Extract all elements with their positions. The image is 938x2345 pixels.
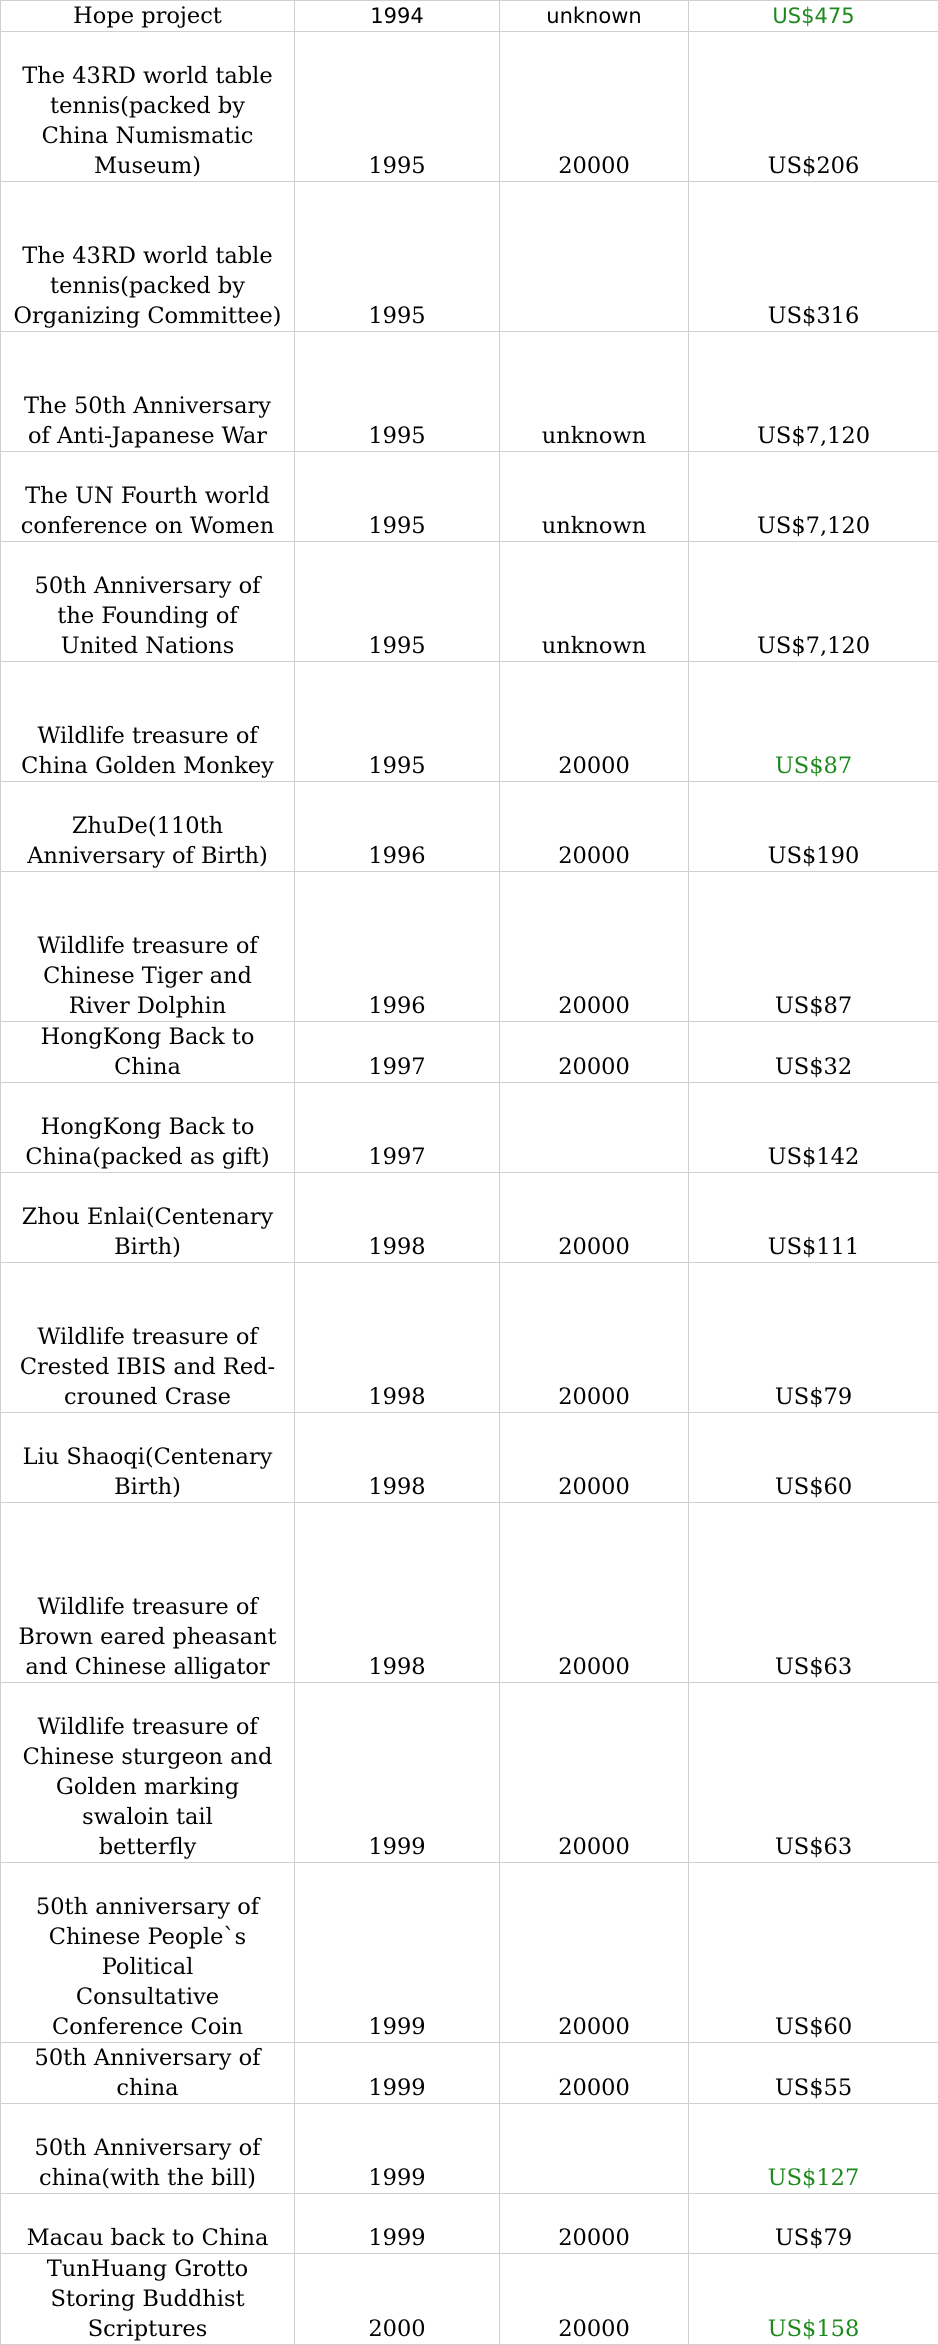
year-cell: 1998	[295, 1263, 500, 1413]
year-cell: 1999	[295, 2104, 500, 2194]
price-cell: US$87	[689, 872, 938, 1022]
mintage-cell: 20000	[500, 1022, 689, 1083]
mintage-cell: unknown	[500, 542, 689, 662]
year-cell: 1998	[295, 1503, 500, 1683]
mintage-cell: unknown	[500, 1, 689, 32]
table-row	[1, 452, 938, 542]
coin-name-cell: Hope project	[1, 1, 295, 32]
table-row	[1, 1263, 938, 1413]
table-row	[1, 542, 938, 662]
price-cell: US$7,120	[689, 452, 938, 542]
coin-name-cell: The UN Fourth world conference on Women	[1, 452, 295, 542]
year-cell: 1998	[295, 1413, 500, 1503]
year-cell: 1999	[295, 2194, 500, 2254]
price-cell: US$142	[689, 1083, 938, 1173]
year-cell: 1997	[295, 1022, 500, 1083]
coin-name-cell: Wildlife treasure of Chinese sturgeon and Golden marking swaloin tail betterfly	[1, 1683, 295, 1863]
year-cell: 1997	[295, 1083, 500, 1173]
year-cell: 1999	[295, 1683, 500, 1863]
price-cell: US$158	[689, 2254, 938, 2345]
price-cell: US$63	[689, 1503, 938, 1683]
table-row	[1, 662, 938, 782]
coin-name-cell: The 50th Anniversary of Anti-Japanese War	[1, 332, 295, 452]
mintage-cell: 20000	[500, 2194, 689, 2254]
coin-name-cell: Zhou Enlai(Centenary Birth)	[1, 1173, 295, 1263]
price-cell: US$206	[689, 32, 938, 182]
mintage-cell	[500, 182, 689, 332]
mintage-cell: 20000	[500, 32, 689, 182]
year-cell: 1995	[295, 332, 500, 452]
year-cell: 1994	[295, 1, 500, 32]
coin-name-cell: 50th Anniversary of china	[1, 2043, 295, 2104]
price-cell: US$7,120	[689, 542, 938, 662]
price-cell: US$55	[689, 2043, 938, 2104]
year-cell: 1995	[295, 452, 500, 542]
price-cell: US$32	[689, 1022, 938, 1083]
price-cell: US$79	[689, 2194, 938, 2254]
price-cell: US$63	[689, 1683, 938, 1863]
table-row	[1, 872, 938, 1022]
coin-name-cell: HongKong Back to China(packed as gift)	[1, 1083, 295, 1173]
table-row	[1, 332, 938, 452]
year-cell: 1995	[295, 182, 500, 332]
coin-name-cell: 50th anniversary of Chinese People`s Political Consultative Conference Coin	[1, 1863, 295, 2043]
coin-name-cell: Wildlife treasure of China Golden Monkey	[1, 662, 295, 782]
mintage-cell: 20000	[500, 2043, 689, 2104]
year-cell: 1995	[295, 662, 500, 782]
coin-name-cell: Wildlife treasure of Brown eared pheasant and Chinese alligator	[1, 1503, 295, 1683]
mintage-cell: 20000	[500, 872, 689, 1022]
table-row	[1, 2254, 938, 2345]
price-cell: US$7,120	[689, 332, 938, 452]
table-row	[1, 1, 938, 32]
table-row	[1, 1413, 938, 1503]
coin-name-cell: ZhuDe(110th Anniversary of Birth)	[1, 782, 295, 872]
mintage-cell: 20000	[500, 1263, 689, 1413]
coin-name-cell: Wildlife treasure of Chinese Tiger and River Dolphin	[1, 872, 295, 1022]
price-cell: US$316	[689, 182, 938, 332]
mintage-cell: 20000	[500, 662, 689, 782]
mintage-cell: unknown	[500, 452, 689, 542]
coin-name-cell: Macau back to China	[1, 2194, 295, 2254]
table-row	[1, 2043, 938, 2104]
price-cell: US$111	[689, 1173, 938, 1263]
mintage-cell: 20000	[500, 1413, 689, 1503]
table-row	[1, 782, 938, 872]
mintage-cell: 20000	[500, 1863, 689, 2043]
price-cell: US$87	[689, 662, 938, 782]
coin-name-cell: 50th Anniversary of china(with the bill)	[1, 2104, 295, 2194]
table-row	[1, 2194, 938, 2254]
table-row	[1, 1022, 938, 1083]
table-row	[1, 1503, 938, 1683]
table-body	[1, 1, 938, 2345]
price-cell: US$127	[689, 2104, 938, 2194]
year-cell: 1995	[295, 542, 500, 662]
coin-name-cell: 50th Anniversary of the Founding of United Nations	[1, 542, 295, 662]
coin-name-cell: Wildlife treasure of Crested IBIS and Red- crouned Crase	[1, 1263, 295, 1413]
table-row	[1, 1683, 938, 1863]
price-cell: US$60	[689, 1413, 938, 1503]
table-row	[1, 1863, 938, 2043]
coin-name-cell: HongKong Back to China	[1, 1022, 295, 1083]
mintage-cell: 20000	[500, 782, 689, 872]
year-cell: 1995	[295, 32, 500, 182]
year-cell: 1999	[295, 1863, 500, 2043]
price-cell: US$190	[689, 782, 938, 872]
mintage-cell	[500, 1083, 689, 1173]
year-cell: 1996	[295, 782, 500, 872]
table-row	[1, 1083, 938, 1173]
price-cell: US$60	[689, 1863, 938, 2043]
mintage-cell: 20000	[500, 2254, 689, 2345]
coin-name-cell: TunHuang Grotto Storing Buddhist Scriptures	[1, 2254, 295, 2345]
coin-name-cell: Liu Shaoqi(Centenary Birth)	[1, 1413, 295, 1503]
mintage-cell: 20000	[500, 1173, 689, 1263]
table-row	[1, 182, 938, 332]
coin-name-cell: The 43RD world table tennis(packed by Organizing Committee)	[1, 182, 295, 332]
table-row	[1, 32, 938, 182]
coin-name-cell: The 43RD world table tennis(packed by China Numismatic Museum)	[1, 32, 295, 182]
mintage-cell: unknown	[500, 332, 689, 452]
year-cell: 2000	[295, 2254, 500, 2345]
year-cell: 1999	[295, 2043, 500, 2104]
table-row	[1, 1173, 938, 1263]
price-cell: US$475	[689, 1, 938, 32]
mintage-cell: 20000	[500, 1683, 689, 1863]
price-cell: US$79	[689, 1263, 938, 1413]
mintage-cell	[500, 2104, 689, 2194]
mintage-cell: 20000	[500, 1503, 689, 1683]
year-cell: 1998	[295, 1173, 500, 1263]
table-row	[1, 2104, 938, 2194]
year-cell: 1996	[295, 872, 500, 1022]
